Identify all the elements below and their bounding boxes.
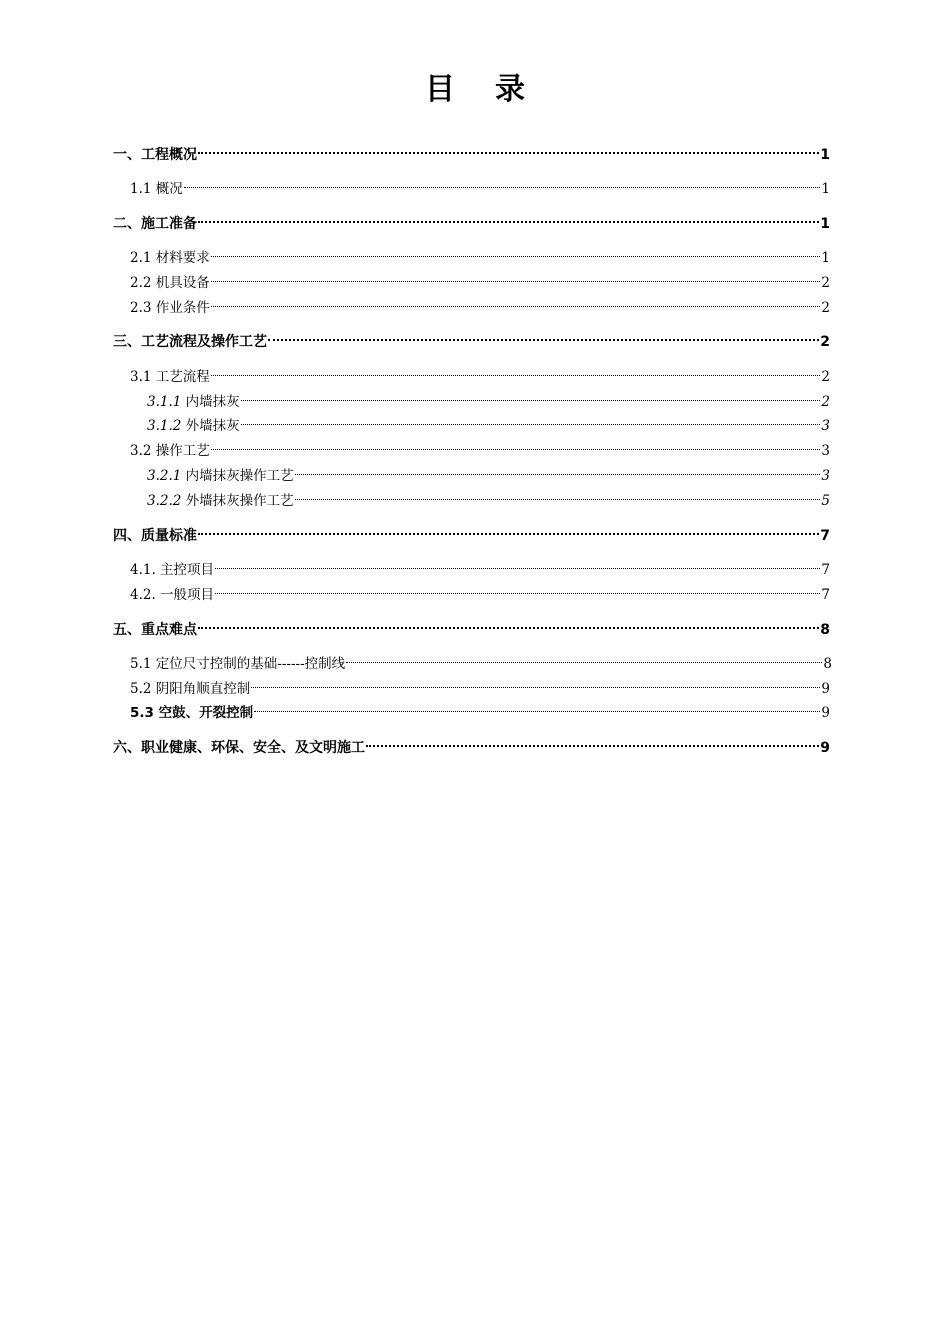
toc-entry-page: 7: [820, 528, 830, 544]
toc-leader-dots: [211, 292, 821, 312]
toc-entry[interactable]: [130, 579, 830, 603]
toc-leader-dots: [254, 697, 820, 717]
toc-leader-dots: [211, 267, 821, 287]
toc-entry-text: 4.1. 主控项目: [130, 562, 215, 578]
toc-entry[interactable]: [113, 208, 830, 232]
toc-entry-number: 3.2.1: [147, 468, 182, 484]
toc-leader-dots: [184, 173, 821, 193]
toc-entry-text: 3.1 工艺流程: [130, 369, 210, 385]
toc-leader-dots: [241, 386, 821, 406]
toc-leader-dots: [366, 732, 819, 752]
toc-entry-page: 9: [821, 681, 830, 697]
toc-entry[interactable]: [147, 386, 830, 410]
toc-leader-dots: [241, 410, 821, 430]
toc-entry-text: 2.1 材料要求: [130, 250, 210, 266]
toc-entry-page: 1: [820, 216, 830, 232]
toc-leader-dots: [268, 326, 819, 346]
toc-entry[interactable]: [130, 292, 830, 316]
toc-entry-text: 2.3 作业条件: [130, 300, 210, 316]
toc-entry-page: 1: [821, 250, 830, 266]
toc-entry[interactable]: [113, 139, 830, 163]
toc-entry-text: 四、质量标准: [113, 528, 197, 544]
toc-entry[interactable]: [130, 648, 832, 672]
toc-entry[interactable]: [147, 485, 830, 509]
toc-entry[interactable]: [130, 435, 830, 459]
toc-leader-dots: [211, 435, 821, 455]
toc-leader-dots: [251, 673, 820, 693]
toc-entry[interactable]: [130, 173, 830, 197]
toc-entry-page: 7: [821, 562, 830, 578]
toc-entry-text: 1.1 概况: [130, 181, 183, 197]
toc-leader-dots: [346, 648, 822, 668]
toc-entry-page: 7: [821, 587, 830, 603]
toc-entry-text: 一、工程概况: [113, 147, 197, 163]
toc-entry-page: 3: [821, 468, 830, 484]
toc-leader-dots: [295, 485, 821, 505]
toc-entry-page: 1: [820, 147, 830, 163]
toc-entry-text: 5.2 阴阳角顺直控制: [130, 681, 251, 697]
toc-entry[interactable]: [113, 326, 830, 350]
toc-entry[interactable]: [130, 697, 830, 721]
toc-title: 目录: [425, 72, 565, 107]
toc-entry-title: 外墙抹灰操作工艺: [185, 493, 294, 509]
toc-leader-dots: [211, 361, 821, 381]
toc-entry-page: 2: [820, 334, 830, 350]
toc-entry-page: 8: [820, 622, 830, 638]
toc-leader-dots: [198, 139, 819, 159]
toc-entry[interactable]: [113, 614, 830, 638]
toc-entry-text: 五、重点难点: [113, 622, 197, 638]
toc-entry-page: 2: [821, 369, 830, 385]
toc-entry-page: 9: [821, 705, 830, 721]
toc-entry[interactable]: [130, 673, 830, 697]
toc-entry-page: 9: [820, 740, 830, 756]
toc-entry-page: 3: [821, 418, 830, 434]
toc-entry-text: [147, 491, 294, 511]
toc-leader-dots: [198, 614, 819, 634]
toc-entry-number: 3.1.1: [147, 394, 182, 410]
toc-entry-text: 5.3 空鼓、开裂控制: [130, 705, 254, 721]
toc-entry-number: 3.2.2: [147, 493, 182, 509]
toc-entry-page: 5: [821, 493, 830, 509]
toc-entry-page: 2: [821, 275, 830, 291]
toc-leader-dots: [211, 242, 821, 262]
toc-entry-number: 3.1.2: [147, 418, 182, 434]
toc-entry-page: 2: [821, 300, 830, 316]
toc-entry-page: 3: [821, 443, 830, 459]
toc-leader-dots: [198, 208, 819, 228]
toc-entry[interactable]: [130, 267, 830, 291]
toc-entry-text: 3.2 操作工艺: [130, 443, 210, 459]
toc-entry-text: 4.2. 一般项目: [130, 587, 215, 603]
toc-entry-text: [147, 466, 294, 486]
toc-entry[interactable]: [113, 520, 830, 544]
toc-entry[interactable]: [130, 554, 830, 578]
toc-entry[interactable]: [130, 361, 830, 385]
toc-entry-page: 1: [821, 181, 830, 197]
toc-entry-title: 内墙抹灰: [185, 394, 240, 410]
toc-entry-text: 二、施工准备: [113, 216, 197, 232]
toc-entry-text: 六、职业健康、环保、安全、及文明施工: [113, 740, 365, 756]
toc-entry-page: 2: [821, 394, 830, 410]
toc-entry-title: 内墙抹灰操作工艺: [185, 468, 294, 484]
toc-entry-text: [147, 392, 240, 412]
toc-entry-title: 外墙抹灰: [185, 418, 240, 434]
toc-leader-dots: [295, 460, 821, 480]
toc-entry-text: 5.1 定位尺寸控制的基础------控制线: [130, 656, 346, 672]
toc-entry[interactable]: [113, 732, 830, 756]
toc-leader-dots: [215, 554, 820, 574]
toc-entry[interactable]: [147, 460, 830, 484]
toc-entry-text: 三、工艺流程及操作工艺: [113, 334, 267, 350]
toc-entry[interactable]: [147, 410, 830, 434]
toc-leader-dots: [198, 520, 819, 540]
toc-entry-page: 8: [823, 656, 832, 672]
toc-entry-text: 2.2 机具设备: [130, 275, 210, 291]
toc-leader-dots: [215, 579, 820, 599]
toc-entry[interactable]: [130, 242, 830, 266]
toc-entry-text: [147, 416, 240, 436]
